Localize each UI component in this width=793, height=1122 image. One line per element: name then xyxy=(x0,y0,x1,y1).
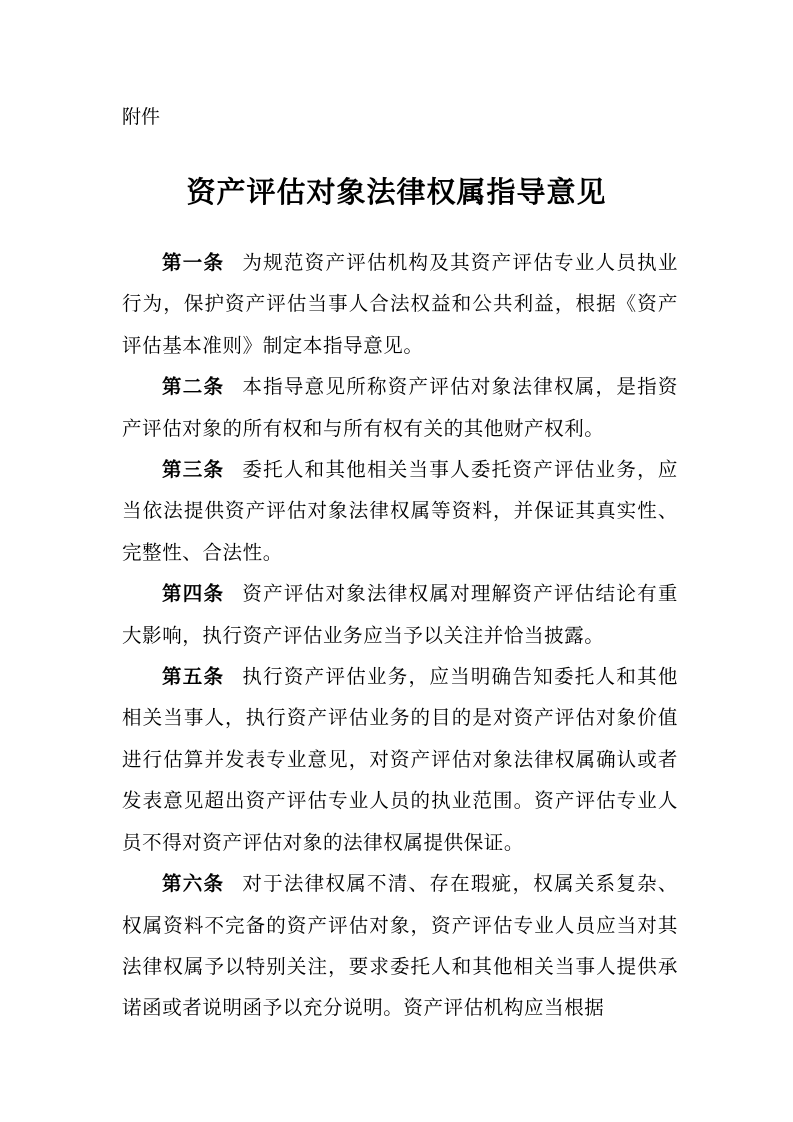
document-body xyxy=(122,242,678,1029)
article-5 xyxy=(122,656,678,863)
article-number: 第二条 xyxy=(162,375,225,399)
article-1 xyxy=(122,242,678,366)
article-3 xyxy=(122,449,678,573)
article-number: 第三条 xyxy=(162,458,225,482)
article-number: 第六条 xyxy=(162,872,225,896)
article-4 xyxy=(122,573,678,656)
article-text: 资产评估对象法律权属对理解资产评估结论有重大影响，执行资产评估业务应当予以关注并恰当披露。 xyxy=(122,582,678,647)
article-text: 执行资产评估业务，应当明确告知委托人和其他相关当事人，执行资产评估业务的目的是对资产评估对象价值进行估算并发表专业意见，对资产评估对象法律权属确认或者发表意见超出资产评估专业人员的执业范围。资产评估专业人员不得对资产评估对象的法律权属提供保证。 xyxy=(122,665,678,854)
article-number: 第一条 xyxy=(162,251,225,274)
article-text: 本指导意见所称资产评估对象法律权属，是指资产评估对象的所有权和与所有权有关的其他财产权利。 xyxy=(122,375,678,440)
article-text: 委托人和其他相关当事人委托资产评估业务，应当依法提供资产评估对象法律权属等资料，并保证其真实性、完整性、合法性。 xyxy=(122,458,678,564)
article-6 xyxy=(122,863,678,1029)
document-title: 资产评估对象法律权属指导意见 xyxy=(186,175,607,209)
article-2 xyxy=(122,366,678,449)
attachment-label: 附件 xyxy=(122,106,161,128)
article-number: 第五条 xyxy=(162,665,225,689)
article-number: 第四条 xyxy=(162,582,225,606)
article-text: 对于法律权属不清、存在瑕疵，权属关系复杂、权属资料不完备的资产评估对象，资产评估专业人员应当对其法律权属予以特别关注，要求委托人和其他相关当事人提供承诺函或者说明函予以充分说明。资产评估机构应当根据 xyxy=(122,872,678,1020)
article-text: 为规范资产评估机构及其资产评估专业人员执业行为，保护资产评估当事人合法权益和公共利益，根据《资产评估基本准则》制定本指导意见。 xyxy=(122,251,678,357)
